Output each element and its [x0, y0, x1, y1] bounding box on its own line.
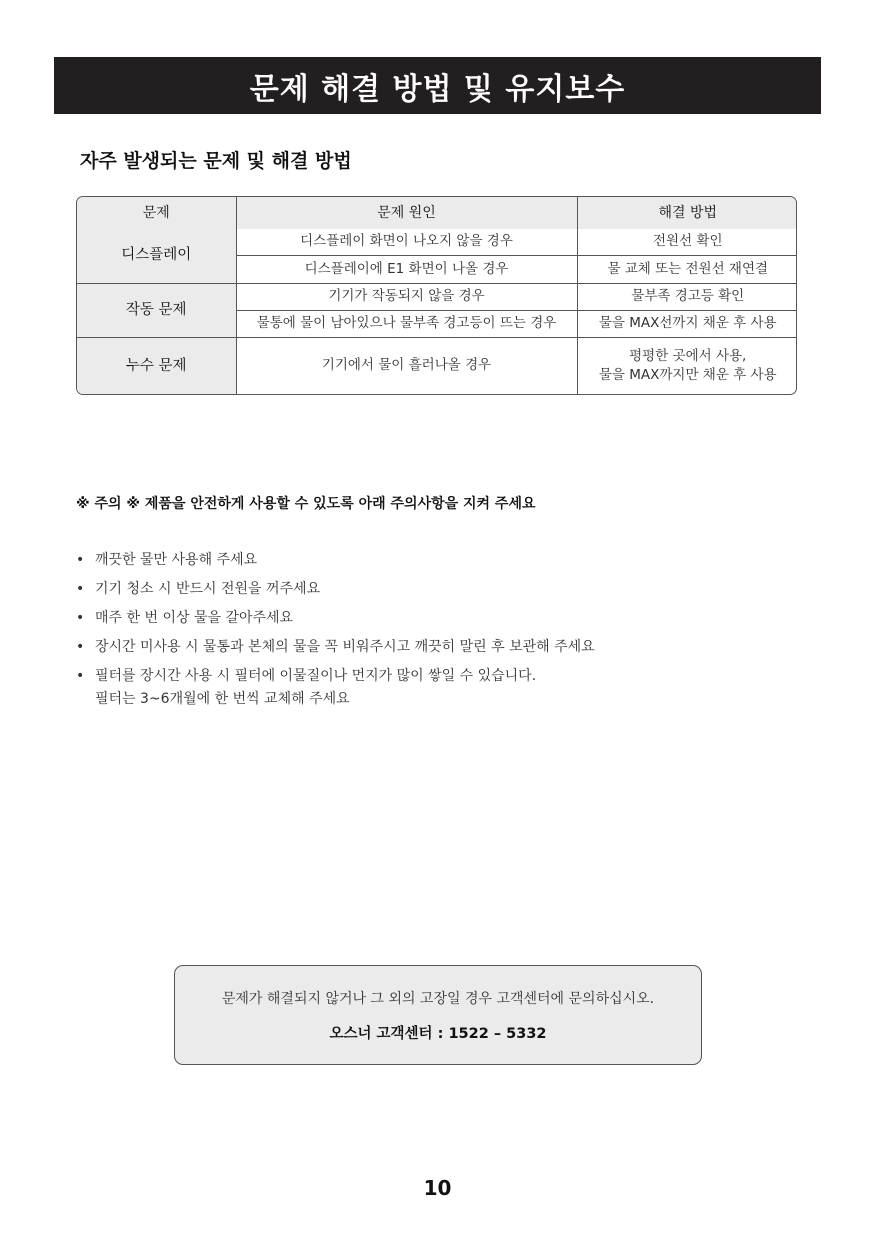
customer-center-phone: 오스너 고객센터 : 1522 – 5332 — [329, 1026, 547, 1042]
list-item — [76, 549, 595, 572]
solution-cell: 물 교체 또는 전원선 재연결 — [577, 256, 797, 283]
header-problem: 문제 — [77, 197, 236, 229]
solution-line: 평평한 곳에서 사용, — [629, 347, 747, 364]
solution-line: 물을 MAX까지만 채운 후 사용 — [598, 367, 777, 384]
problem-cell: 디스플레이 — [77, 229, 236, 283]
bullet-icon: • — [76, 668, 85, 684]
list-item-text-continued: 필터는 3~6개월에 한 번씩 교체해 주세요 — [95, 691, 350, 707]
list-item-text: 깨끗한 물만 사용해 주세요 — [95, 552, 258, 568]
list-item-text: 기기 청소 시 반드시 전원을 꺼주세요 — [95, 581, 321, 597]
customer-service-notice — [174, 965, 702, 1065]
solution-cell: 물을 MAX선까지 채운 후 사용 — [577, 310, 797, 337]
page-title-banner — [54, 57, 821, 114]
solution-cell: 물부족 경고등 확인 — [577, 283, 797, 310]
problem-cell: 누수 문제 — [77, 338, 236, 394]
list-item — [76, 636, 595, 659]
list-item — [76, 578, 595, 601]
list-item-text: 필터를 장시간 사용 시 필터에 이물질이나 먼지가 많이 쌓일 수 있습니다. — [95, 668, 537, 684]
bullet-icon: • — [76, 581, 85, 597]
cause-cell: 디스플레이 화면이 나오지 않을 경우 — [236, 229, 577, 256]
header-solution: 해결 방법 — [577, 197, 797, 229]
cause-cell: 기기에서 물이 흘러나올 경우 — [236, 338, 577, 394]
list-item — [76, 607, 595, 630]
page-title: 문제 해결 방법 및 유지보수 — [249, 71, 626, 107]
page-number: 10 — [423, 1176, 452, 1200]
bullet-icon: • — [76, 610, 85, 626]
header-cause: 문제 원인 — [236, 197, 577, 229]
table-row — [77, 338, 797, 394]
caution-heading: ※ 주의 ※ 제품을 안전하게 사용할 수 있도록 아래 주의사항을 지켜 주세요 — [76, 496, 536, 512]
list-item-text: 매주 한 번 이상 물을 갈아주세요 — [95, 610, 294, 626]
precautions-list — [76, 549, 595, 717]
notice-text: 문제가 해결되지 않거나 그 외의 고장일 경우 고객센터에 문의하십시오. — [221, 991, 655, 1007]
bullet-icon: • — [76, 552, 85, 568]
cause-cell: 물통에 물이 남아있으나 물부족 경고등이 뜨는 경우 — [236, 310, 577, 337]
solution-cell: 전원선 확인 — [577, 229, 797, 256]
bullet-icon: • — [76, 639, 85, 655]
troubleshooting-table — [76, 196, 797, 395]
solution-cell — [577, 338, 797, 394]
list-item — [76, 665, 595, 711]
table-header-row — [77, 197, 797, 229]
table-row — [77, 283, 797, 310]
cause-cell: 기기가 작동되지 않을 경우 — [236, 283, 577, 310]
list-item-text: 장시간 미사용 시 물통과 본체의 물을 꼭 비워주시고 깨끗히 말린 후 보관해 주세요 — [95, 639, 595, 655]
cause-cell: 디스플레이에 E1 화면이 나올 경우 — [236, 256, 577, 283]
section-title: 자주 발생되는 문제 및 해결 방법 — [80, 150, 352, 172]
table-row — [77, 229, 797, 256]
problem-cell: 작동 문제 — [77, 283, 236, 338]
